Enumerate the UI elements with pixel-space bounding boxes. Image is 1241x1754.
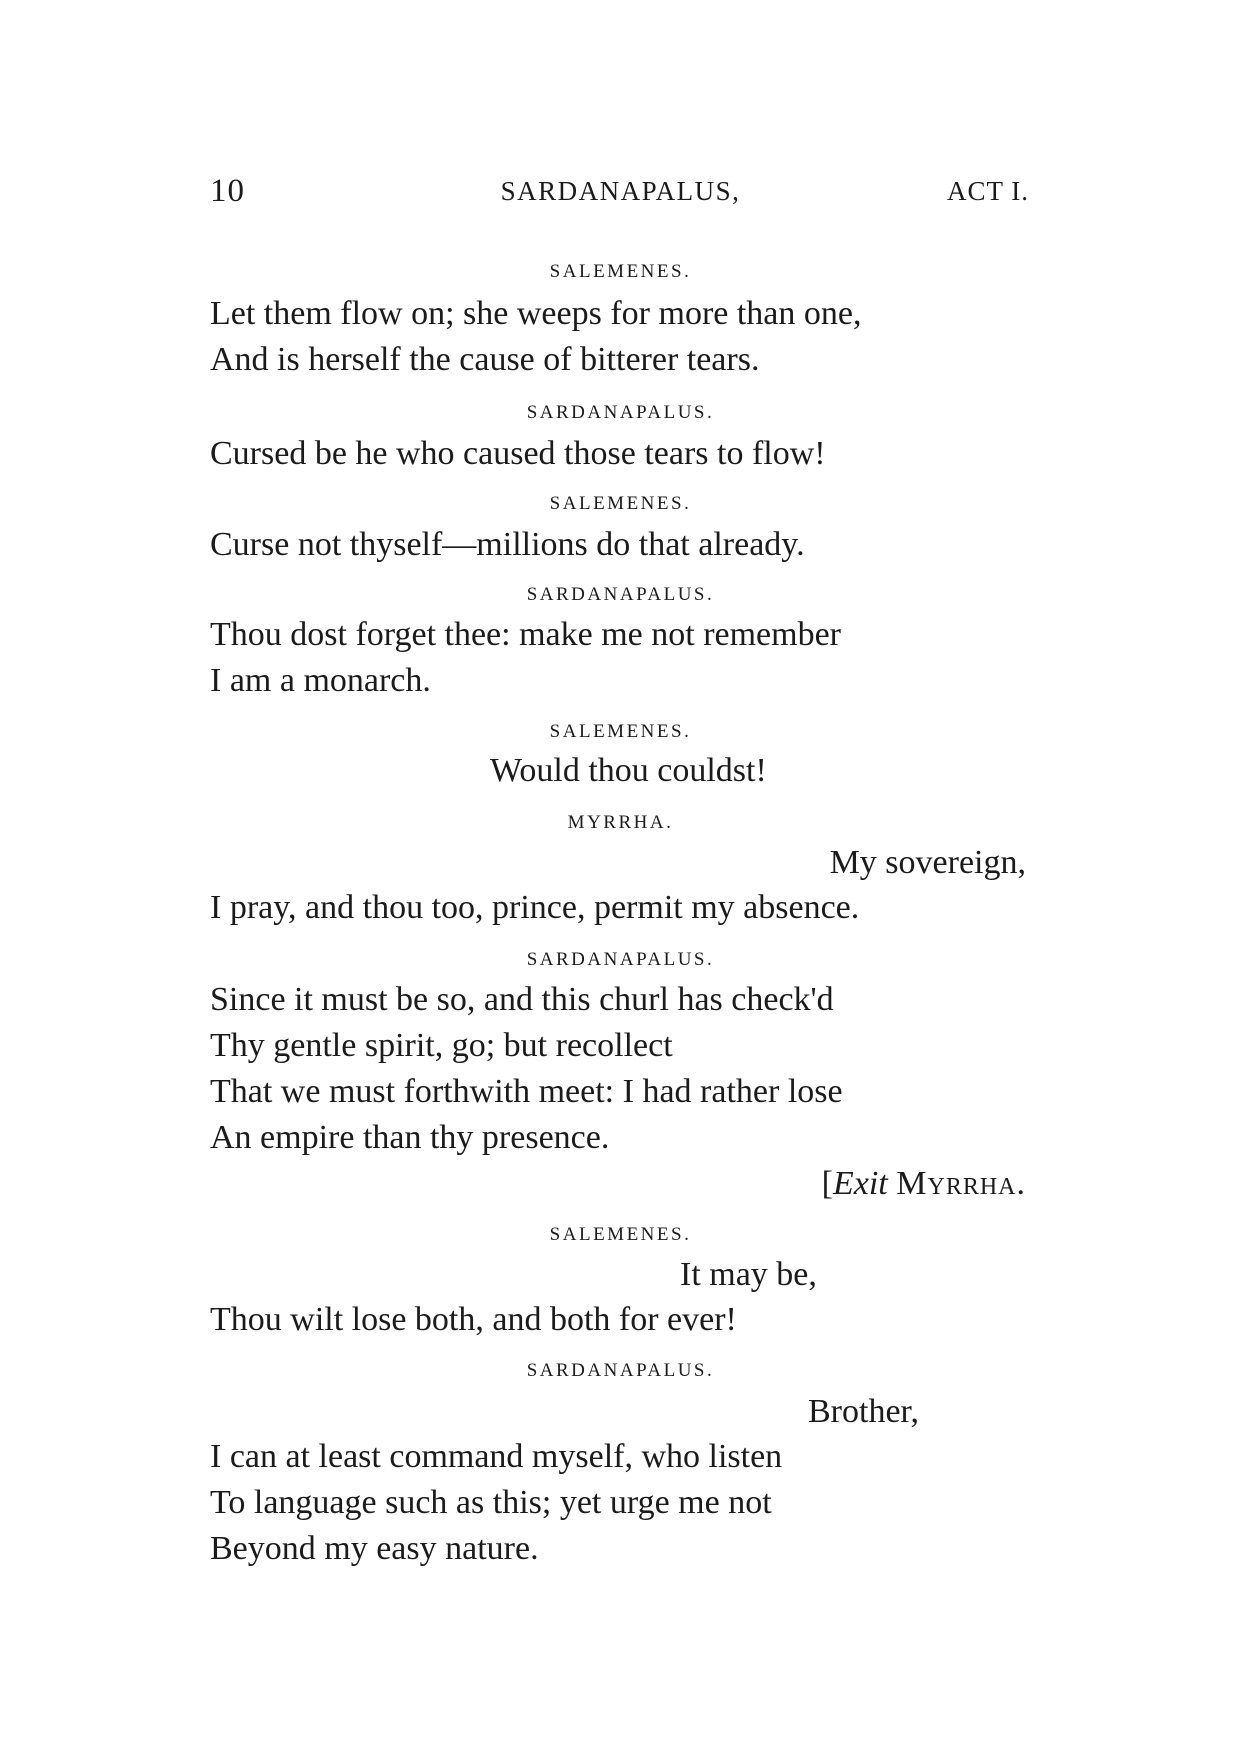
- verse-line: And is herself the cause of bitterer tears.: [210, 341, 760, 378]
- verse-line: My sovereign,: [829, 844, 1026, 881]
- verse-line: An empire than thy presence.: [210, 1119, 610, 1156]
- speaker-name: MYRRHA.: [567, 812, 674, 833]
- verse-line: Thou wilt lose both, and both for ever!: [210, 1301, 737, 1338]
- verse-line: Beyond my easy nature.: [210, 1530, 539, 1567]
- speaker-name: SARDANAPALUS.: [526, 402, 715, 423]
- verse-line: Let them flow on; she weeps for more than one,: [210, 295, 862, 332]
- speaker-name: SARDANAPALUS.: [526, 1360, 715, 1381]
- verse-line: I pray, and thou too, prince, permit my absence.: [210, 889, 860, 926]
- verse-line: Cursed be he who caused those tears to flow!: [210, 435, 826, 472]
- verse-line: Would thou couldst!: [490, 752, 767, 789]
- stage-direction-character: Myrrha.: [896, 1165, 1026, 1202]
- act-marker: ACT I.: [946, 176, 1029, 206]
- verse-line: That we must forthwith meet: I had rather lose: [210, 1073, 843, 1110]
- verse-line: Thou dost forget thee: make me not remember: [210, 616, 842, 653]
- speaker-name: SALEMENES.: [549, 721, 692, 742]
- speaker-name: SARDANAPALUS.: [526, 949, 715, 970]
- stage-direction: [822, 1167, 1026, 1201]
- page-number: 10: [210, 173, 245, 209]
- speaker-name: SALEMENES.: [549, 493, 692, 514]
- verse-line: It may be,: [680, 1256, 817, 1293]
- verse-line: Thy gentle spirit, go; but recollect: [210, 1027, 673, 1064]
- verse-line: I am a monarch.: [210, 662, 431, 699]
- speaker-name: SALEMENES.: [549, 1224, 692, 1245]
- verse-line: Since it must be so, and this churl has check'd: [210, 981, 834, 1018]
- verse-line: Brother,: [808, 1393, 919, 1430]
- stage-direction-bracket: [: [821, 1165, 833, 1202]
- speaker-name: SARDANAPALUS.: [526, 584, 715, 605]
- verse-line: Curse not thyself—millions do that already.: [210, 526, 805, 563]
- running-title: SARDANAPALUS,: [500, 176, 741, 206]
- stage-direction-verb: Exit: [832, 1165, 888, 1202]
- verse-line: To language such as this; yet urge me not: [210, 1484, 772, 1521]
- verse-line: I can at least command myself, who listen: [210, 1438, 783, 1475]
- speaker-name: SALEMENES.: [549, 261, 692, 282]
